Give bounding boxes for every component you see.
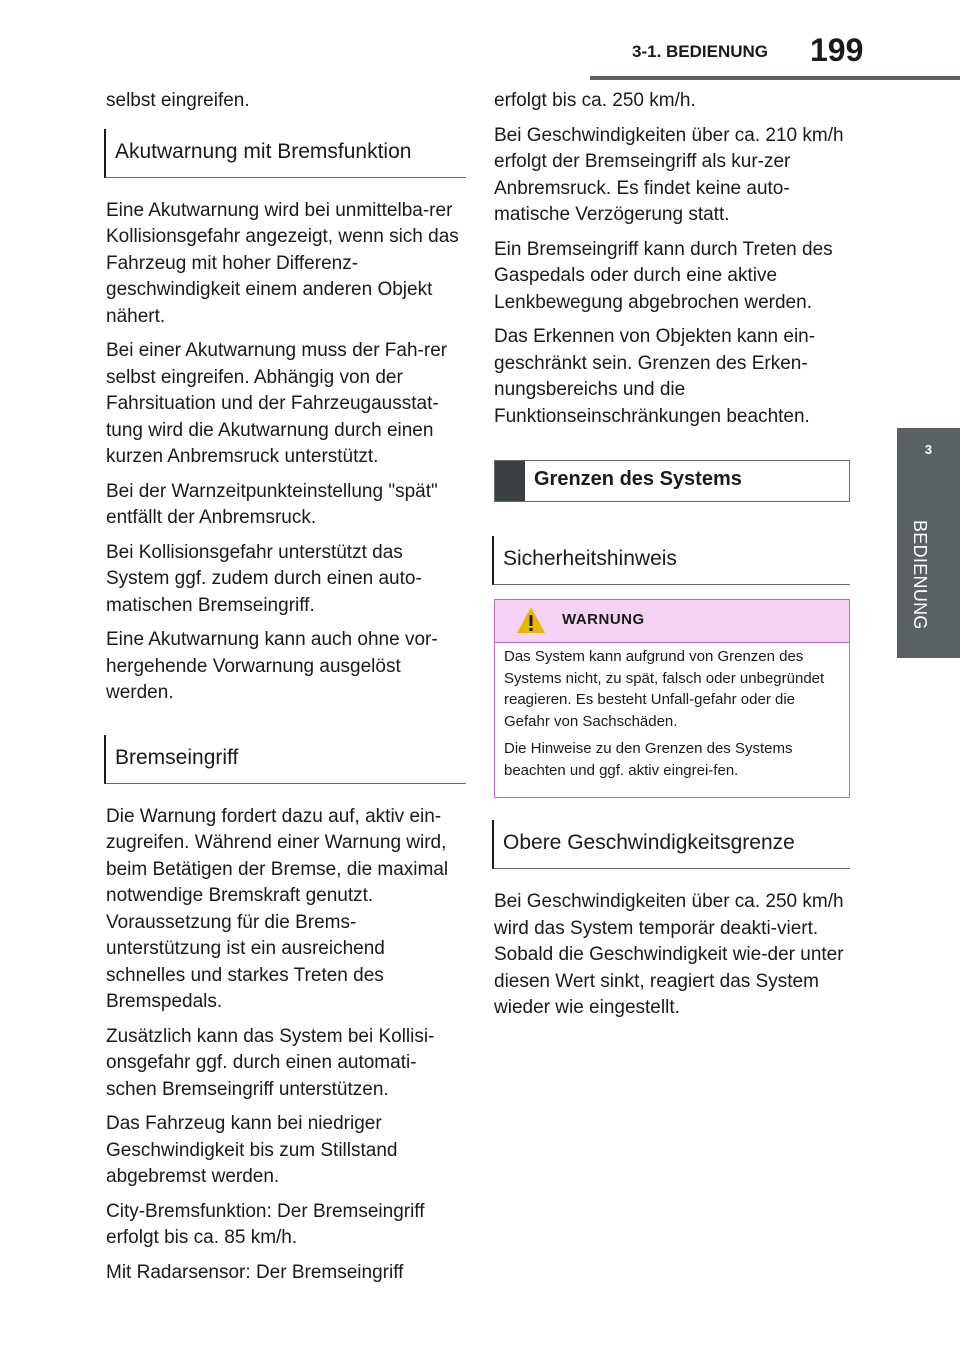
warning-header xyxy=(495,600,849,643)
warning-body xyxy=(495,643,849,797)
paragraph: Die Warnung fordert dazu auf, aktiv ein-zugreifen. Während einer Warnung wird, beim Betätigen der Bremse, die maximal notwendige Bremskraft genutzt. Voraussetzung für die Brems-unterstützung ist ein ausreichend schnelles und starkes Treten des Bremspedals. xyxy=(106,805,449,1012)
right-column xyxy=(494,88,850,1030)
paragraph: Bei der Warnzeitpunkteinstellung "spät" entfällt der Anbremsruck. xyxy=(106,480,438,528)
section-heading: Bremseingriff xyxy=(104,735,466,784)
chapter-label: BEDIENUNG xyxy=(910,520,930,630)
warning-box xyxy=(494,599,850,798)
warning-triangle-icon xyxy=(516,606,546,634)
system-limits-title: Grenzen des Systems xyxy=(534,468,742,490)
paragraph: Das Fahrzeug kann bei niedriger Geschwindigkeit bis zum Stillstand abgebremst werden. xyxy=(106,1113,398,1187)
paragraph: Eine Akutwarnung kann auch ohne vor-hergehende Vorwarnung ausgelöst werden. xyxy=(106,629,438,703)
paragraph: Ein Bremseingriff kann durch Treten des Gaspedals oder durch eine aktive Lenkbewegung abgebrochen werden. xyxy=(494,238,833,313)
paragraph: Bei Geschwindigkeiten über ca. 250 km/h wird das System temporär deakti-viert. Sobald die Geschwindigkeit wie-der unter diesen Wert sinkt, reagiert das System wieder wie eingestellt. xyxy=(494,891,844,1018)
paragraph: Eine Akutwarnung wird bei unmittelba-rer Kollisionsgefahr angezeigt, wenn sich das Fahrzeug mit hoher Differenz-geschwindigkeit einem anderen Objekt nähert. xyxy=(106,199,459,327)
paragraph: Bei Kollisionsgefahr unterstützt das System ggf. zudem durch einen auto-matischen Bremseingriff. xyxy=(106,541,422,616)
section-label: 3-1. BEDIENUNG xyxy=(632,42,769,61)
paragraph: City-Bremsfunktion: Der Bremseingriff erfolgt bis ca. 85 km/h. xyxy=(106,1200,425,1248)
chapter-tab xyxy=(897,428,960,658)
warning-text: Das System kann aufgrund von Grenzen des Systems nicht, zu spät, falsch oder unbegründet reagieren. Es besteht Unfall-gefahr oder die Gefahr von Sachschäden. xyxy=(504,648,825,730)
section-heading: Obere Geschwindigkeitsgrenze xyxy=(492,820,850,869)
paragraph: selbst eingreifen. xyxy=(106,90,250,111)
section-heading: Akutwarnung mit Bremsfunktion xyxy=(104,129,466,178)
paragraph: Mit Radarsensor: Der Bremseingriff xyxy=(106,1261,404,1283)
section-heading: Sicherheitshinweis xyxy=(492,536,850,585)
page-number: 199 xyxy=(810,32,864,68)
paragraph: erfolgt bis ca. 250 km/h. xyxy=(494,90,696,111)
paragraph: Bei einer Akutwarnung muss der Fah-rer selbst eingreifen. Abhängig von der Fahrsituation und der Fahrzeugausstat-tung wird die Akutwarnung durch einen kurzen Anbremsruck unterstützt. xyxy=(106,340,448,467)
header-rule xyxy=(590,76,960,80)
system-limits-heading xyxy=(494,460,850,502)
chapter-number: 3 xyxy=(924,442,933,457)
left-column xyxy=(106,88,466,1294)
paragraph: Zusätzlich kann das System bei Kollisi-onsgefahr ggf. durch einen automati-schen Bremseingriff unterstützen. xyxy=(106,1025,435,1100)
warning-title: WARNUNG xyxy=(562,611,645,628)
warning-text: Die Hinweise zu den Grenzen des Systems beachten und ggf. aktiv eingrei-fen. xyxy=(504,740,793,779)
paragraph: Bei Geschwindigkeiten über ca. 210 km/h erfolgt der Bremseingriff als kur-zer Anbremsruck. Es findet keine auto-matische Verzögerung statt. xyxy=(494,124,844,225)
heading-bar xyxy=(495,461,525,501)
paragraph: Das Erkennen von Objekten kann ein-geschränkt sein. Grenzen des Erken-nungsbereichs und die Funktionseinschränkungen beachten. xyxy=(494,326,816,427)
